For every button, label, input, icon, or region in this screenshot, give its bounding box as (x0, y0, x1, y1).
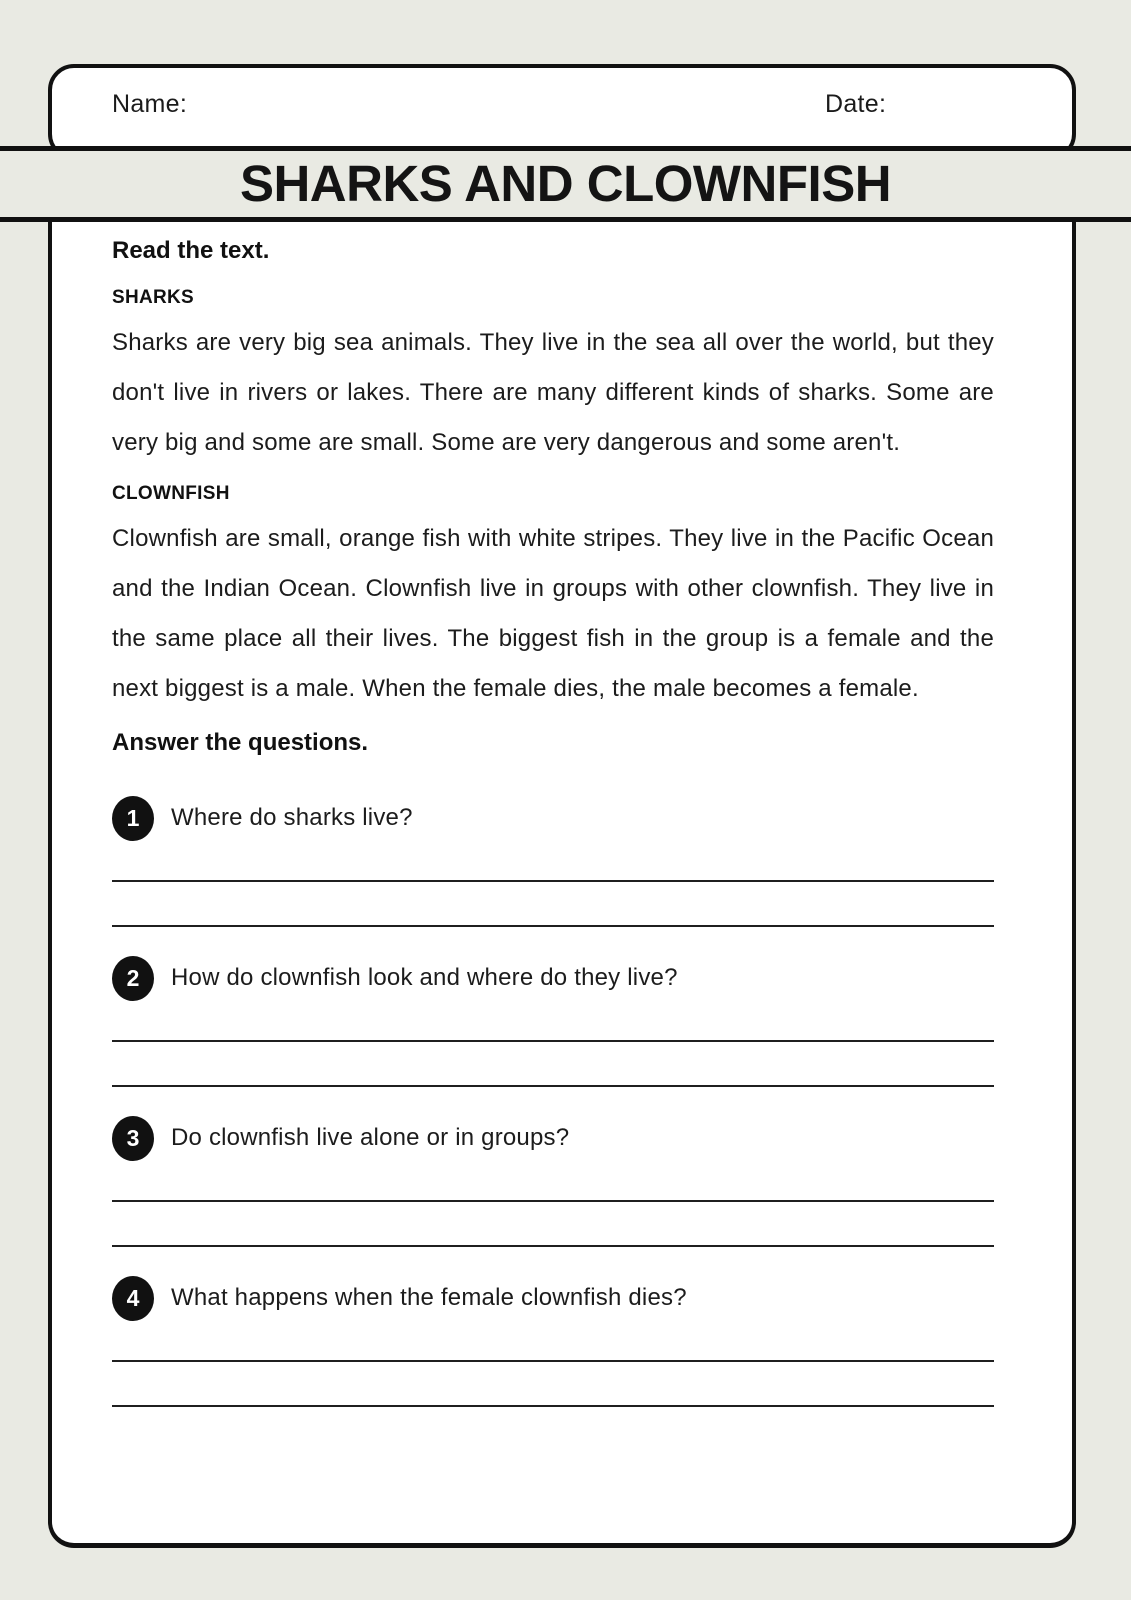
answer-instruction: Answer the questions. (112, 729, 369, 756)
question-text: What happens when the female clownfish dies? (171, 1284, 687, 1311)
question-number-badge: 4 (112, 1276, 154, 1321)
question-block-4 (112, 1276, 994, 1407)
name-input-area[interactable] (242, 86, 782, 122)
date-input-area[interactable] (912, 86, 1062, 122)
answer-line[interactable] (112, 1245, 994, 1247)
question-block-2 (112, 956, 994, 1087)
answer-line[interactable] (112, 1200, 994, 1202)
section-heading-sharks: SHARKS (112, 287, 195, 308)
answer-line[interactable] (112, 1360, 994, 1362)
question-row (112, 1276, 994, 1320)
worksheet-title: SHARKS AND CLOWNFISH (239, 154, 892, 212)
question-text: Do clownfish live alone or in groups? (171, 1124, 570, 1151)
question-text: How do clownfish look and where do they live? (171, 964, 678, 991)
date-label: Date: (825, 90, 887, 118)
answer-line[interactable] (112, 880, 994, 882)
title-band (0, 146, 1131, 222)
question-number-badge: 2 (112, 956, 154, 1001)
clownfish-paragraph: Clownfish are small, orange fish with white stripes. They live in the Pacific Ocean and the Indian Ocean. Clownfish live in groups with other clownfish. They live in the same place all their lives. The biggest fish in the group is a female and the next biggest is a male. When the female dies, the male becomes a female. (112, 525, 994, 702)
question-number-badge: 1 (112, 796, 154, 841)
question-block-1 (112, 796, 994, 927)
question-row (112, 796, 994, 840)
worksheet-body (48, 222, 1076, 1548)
sharks-paragraph: Sharks are very big sea animals. They live in the sea all over the world, but they don't live in rivers or lakes. There are many different kinds of sharks. Some are very big and some are small. Some are very dangerous and some aren't. (112, 329, 994, 456)
section-heading-clownfish: CLOWNFISH (112, 483, 230, 504)
name-label: Name: (112, 90, 188, 118)
question-text: Where do sharks live? (171, 804, 413, 831)
read-instruction: Read the text. (112, 237, 270, 264)
answer-line[interactable] (112, 1405, 994, 1407)
answer-line[interactable] (112, 1040, 994, 1042)
question-row (112, 956, 994, 1000)
question-block-3 (112, 1116, 994, 1247)
answer-line[interactable] (112, 925, 994, 927)
question-number-badge: 3 (112, 1116, 154, 1161)
answer-line[interactable] (112, 1085, 994, 1087)
question-row (112, 1116, 994, 1160)
